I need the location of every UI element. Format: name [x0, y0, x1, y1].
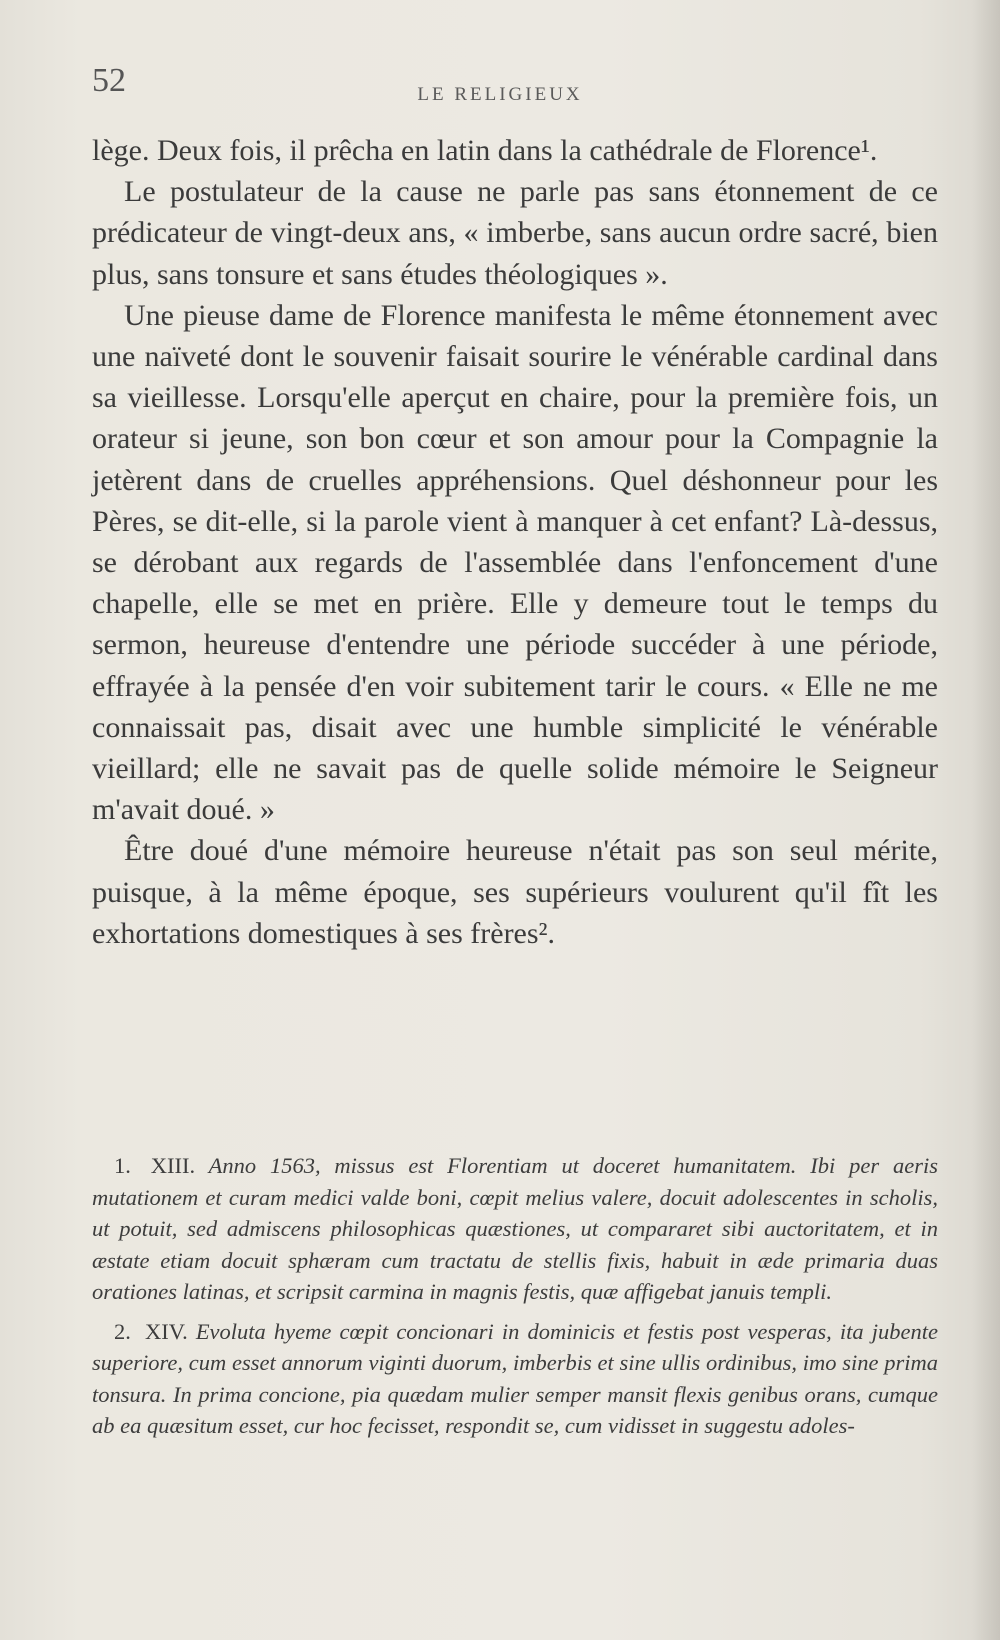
footnotes: [92, 1150, 938, 1450]
footnote-number: 1.: [114, 1153, 131, 1178]
footnote-text: Anno 1563, missus est Florentiam ut doceret humanitatem. Ibi per aeris mutationem et curam medici valde boni, cœpit melius valere, docuit adolescentes in scholis, ut potuit, sed admiscens philosophicas quæstiones, ut compararet sibi auctoritatem, et in æstate etiam docuit sphæram cum tractatu de stellis fixis, habuit in æde primaria duas orationes latinas, et scripsit carmina in magnis festis, quæ affigebat januis templi.: [92, 1153, 939, 1304]
paragraph: Le postulateur de la cause ne parle pas sans étonnement de ce prédicateur de vingt-deux ans, « imberbe, sans aucun ordre sacré, bien plus, sans tonsure et sans études théologiques ».: [92, 175, 938, 291]
main-text: [92, 130, 938, 954]
page-header: [0, 0, 1000, 130]
footnote-marker: XIII.: [150, 1153, 196, 1178]
paragraph-continuation: lège. Deux fois, il prêcha en latin dans la cathédrale de Florence¹.: [92, 134, 878, 167]
footnote-text: Evoluta hyeme cœpit concionari in dominicis et festis post vesperas, ita jubente superiore, cum esset annorum viginti duorum, imberbis et sine ullis ordinibus, imo sine prima tonsura. In prima concione, pia quædam mulier semper mansit flexis genibus orans, cumque ab ea quæsitum esset, cur hoc fecisset, respondit se, cum vidisset in suggestu adoles-: [92, 1318, 938, 1438]
footnote-1: [92, 1150, 938, 1308]
footnote-2: [92, 1316, 938, 1442]
running-title: LE RELIGIEUX: [417, 84, 583, 105]
footnote-number: 2.: [114, 1318, 131, 1344]
footnote-marker: XIV.: [144, 1318, 188, 1344]
paragraph: Être doué d'une mémoire heureuse n'était pas son seul mérite, puisque, à la même époque, ses supérieurs voulurent qu'il fît les exhortations domestiques à ses frères².: [92, 834, 938, 950]
page-number: 52: [92, 62, 126, 99]
page-edge-shadow: [972, 0, 1000, 1640]
paragraph: Une pieuse dame de Florence manifesta le même étonnement avec une naïveté dont le souvenir faisait sourire le vénérable cardinal dans sa vieillesse. Lorsqu'elle aperçut en chaire, pour la première fois, un orateur si jeune, son bon cœur et son amour pour la Compagnie la jetèrent dans de cruelles appréhensions. Quel déshonneur pour les Pères, se dit-elle, si la parole vient à manquer à cet enfant? Là-dessus, se dérobant aux regards de l'assemblée dans l'enfoncement d'une chapelle, elle se met en prière. Elle y demeure tout le temps du sermon, heureuse d'entendre une période succéder à une période, effrayée à la pensée d'en voir subitement tarir le cours. « Elle ne me connaissait pas, disait avec une humble simplicité le vénérable vieillard; elle ne savait pas de quelle solide mémoire le Seigneur m'avait doué. »: [92, 298, 938, 827]
